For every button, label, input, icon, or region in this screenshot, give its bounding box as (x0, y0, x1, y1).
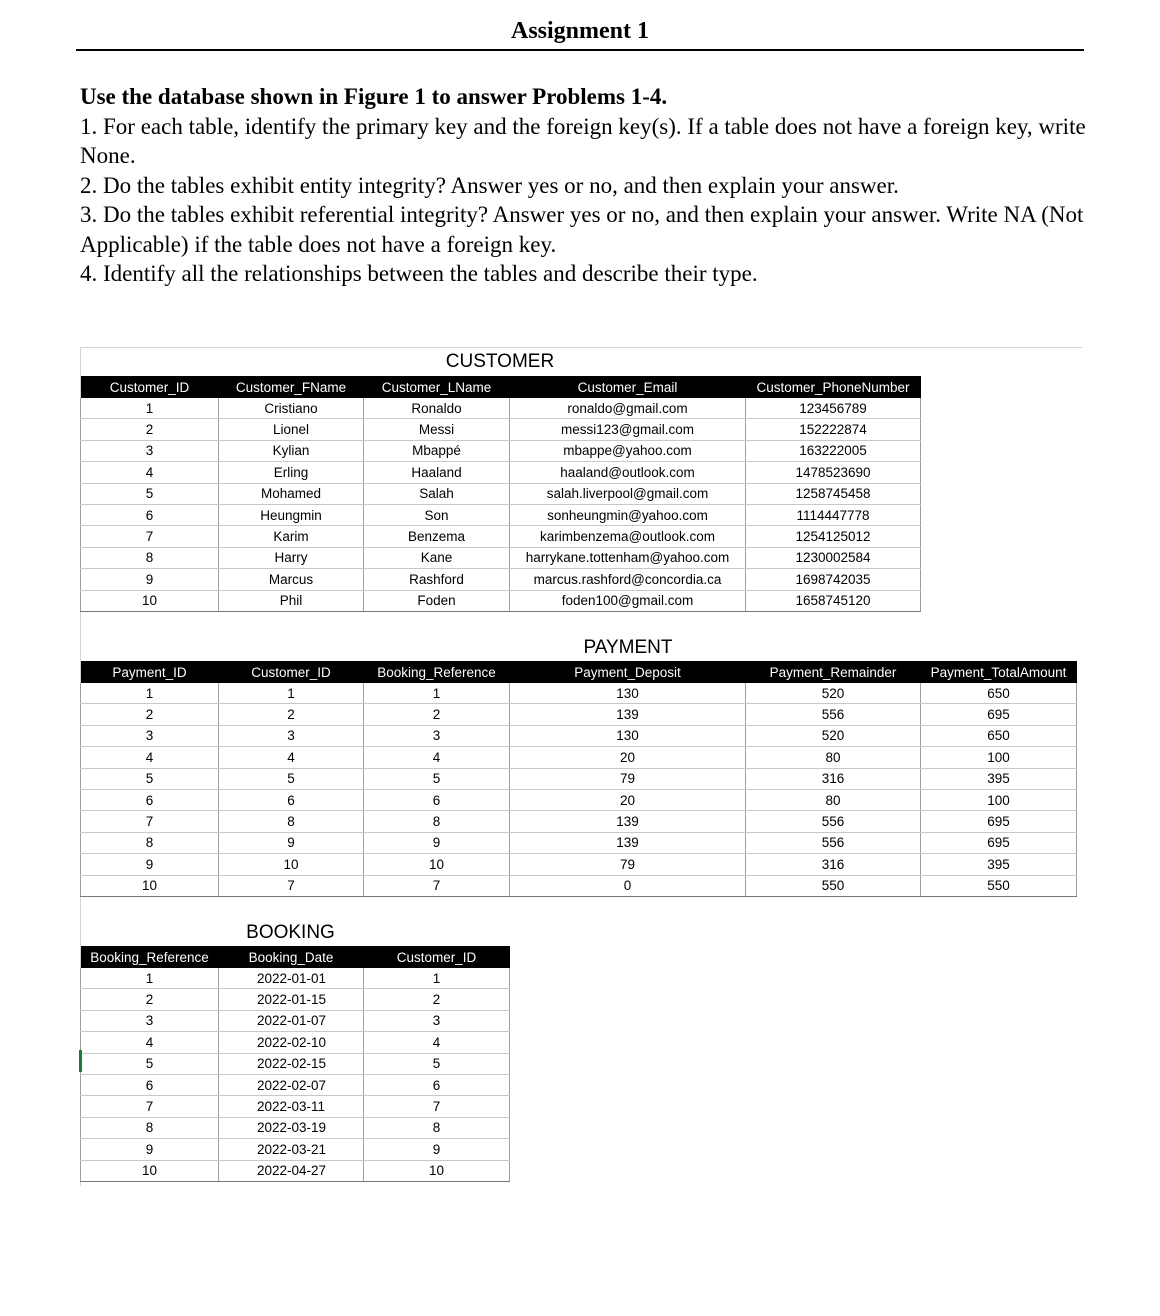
table-cell: 2 (364, 704, 510, 725)
table-cell: 3 (364, 1010, 510, 1031)
table-cell: 139 (510, 704, 746, 725)
table-cell: 8 (364, 1117, 510, 1138)
table-cell: 395 (921, 854, 1077, 875)
table-cell: Erling (219, 462, 364, 483)
table-row (81, 547, 921, 568)
table-row (81, 968, 510, 989)
problem-2: 2. Do the tables exhibit entity integrity? Answer yes or no, and then explain your answer. (80, 172, 899, 198)
table-cell: 7 (219, 875, 364, 896)
column-header: Booking_Reference (81, 946, 219, 968)
column-header: Customer_PhoneNumber (746, 376, 921, 398)
table-cell: 4 (219, 747, 364, 768)
table-cell: 556 (746, 811, 921, 832)
table-cell: 5 (219, 768, 364, 789)
table-cell: 2022-01-15 (219, 989, 364, 1010)
table-cell: 3 (81, 725, 219, 746)
table-cell: 2022-01-01 (219, 968, 364, 989)
table-cell: salah.liverpool@gmail.com (510, 483, 746, 504)
table-cell: 3 (219, 725, 364, 746)
table-cell: Son (364, 504, 510, 525)
table-cell: karimbenzema@outlook.com (510, 526, 746, 547)
intro-heading: Use the database shown in Figure 1 to answer Problems 1-4. (80, 84, 668, 109)
table-cell: 4 (81, 1032, 219, 1053)
table-row (81, 875, 1077, 896)
table-cell: 139 (510, 811, 746, 832)
table-cell: 550 (746, 875, 921, 896)
table-row (81, 590, 921, 611)
table-cell: 8 (81, 547, 219, 568)
table-cell: 100 (921, 789, 1077, 810)
table-row (81, 832, 1077, 853)
table-cell: 2022-01-07 (219, 1010, 364, 1031)
table-row (81, 725, 1077, 746)
table-cell: 2022-03-11 (219, 1096, 364, 1117)
table-cell: Salah (364, 483, 510, 504)
title-rule (76, 49, 1084, 51)
table-cell: Lionel (219, 419, 364, 440)
table-cell: 8 (219, 811, 364, 832)
table-row (81, 504, 921, 525)
table-cell: 1 (364, 683, 510, 704)
table-cell: Mohamed (219, 483, 364, 504)
table-cell: 139 (510, 832, 746, 853)
table-cell: 1258745458 (746, 483, 921, 504)
table-cell: Harry (219, 547, 364, 568)
table-cell: 7 (81, 526, 219, 547)
table-cell: 130 (510, 725, 746, 746)
table-cell: harrykane.tottenham@yahoo.com (510, 547, 746, 568)
table-cell: Heungmin (219, 504, 364, 525)
table-cell: 2 (364, 989, 510, 1010)
table-row (81, 1053, 510, 1074)
table-cell: mbappe@yahoo.com (510, 440, 746, 461)
table-cell: 4 (364, 1032, 510, 1053)
table-cell: 1254125012 (746, 526, 921, 547)
table-row (81, 440, 921, 461)
table-row (81, 1160, 510, 1181)
table-cell: 6 (364, 789, 510, 810)
table-cell: 316 (746, 768, 921, 789)
table-row (81, 789, 1077, 810)
column-header: Customer_ID (364, 946, 510, 968)
table-cell: 1230002584 (746, 547, 921, 568)
table-row (81, 398, 921, 419)
column-header: Customer_Email (510, 376, 746, 398)
table-header-row (81, 376, 921, 398)
table-cell: 1 (219, 683, 364, 704)
table-cell: Kylian (219, 440, 364, 461)
table-row (81, 569, 921, 590)
intro-section (80, 82, 1090, 289)
table-cell: Mbappé (364, 440, 510, 461)
table-cell: 7 (364, 875, 510, 896)
table-cell: 4 (81, 747, 219, 768)
table-cell: Cristiano (219, 398, 364, 419)
table-cell: 1 (81, 398, 219, 419)
table-row (81, 462, 921, 483)
table-cell: 5 (81, 1053, 219, 1074)
table-cell: Phil (219, 590, 364, 611)
table-cell: 7 (81, 811, 219, 832)
table-cell: 100 (921, 747, 1077, 768)
table-cell: 10 (364, 854, 510, 875)
problem-1: 1. For each table, identify the primary key and the foreign key(s). If a table does not have a foreign key, write None. (80, 113, 1086, 168)
table-cell: Kane (364, 547, 510, 568)
table-cell: 80 (746, 747, 921, 768)
table-cell: 5 (81, 768, 219, 789)
booking-table-title: BOOKING (246, 922, 335, 943)
table-cell: 395 (921, 768, 1077, 789)
table-cell: 3 (81, 1010, 219, 1031)
table-cell: 10 (81, 590, 219, 611)
table-row (81, 1010, 510, 1031)
table-cell: 7 (81, 1096, 219, 1117)
table-cell: 520 (746, 725, 921, 746)
table-cell: 0 (510, 875, 746, 896)
column-header: Payment_ID (81, 661, 219, 683)
table-cell: 163222005 (746, 440, 921, 461)
table-cell: 4 (81, 462, 219, 483)
column-header: Payment_TotalAmount (921, 661, 1077, 683)
table-cell: 80 (746, 789, 921, 810)
table-cell: 2022-02-15 (219, 1053, 364, 1074)
table-row (81, 811, 1077, 832)
table-row (81, 1139, 510, 1160)
table-cell: 5 (364, 768, 510, 789)
problem-3: 3. Do the tables exhibit referential integrity? Answer yes or no, and then explain your answer. Write NA (Not Applicable) if the table does not have a foreign key. (80, 202, 1084, 257)
table-cell: 1 (364, 968, 510, 989)
table-row (81, 747, 1077, 768)
table-row (81, 419, 921, 440)
table-cell: 1114447778 (746, 504, 921, 525)
payment-table (80, 661, 1077, 897)
table-cell: 6 (364, 1074, 510, 1095)
table-row (81, 1032, 510, 1053)
table-cell: 2 (219, 704, 364, 725)
table-cell: Karim (219, 526, 364, 547)
table-row (81, 683, 1077, 704)
document-title: Assignment 1 (510, 18, 649, 44)
table-cell: 3 (81, 440, 219, 461)
table-cell: 79 (510, 768, 746, 789)
table-cell: 8 (364, 811, 510, 832)
table-cell: 1698742035 (746, 569, 921, 590)
table-cell: 6 (81, 1074, 219, 1095)
table-cell: 79 (510, 854, 746, 875)
table-cell: 5 (81, 483, 219, 504)
table-cell: 130 (510, 683, 746, 704)
table-row (81, 1074, 510, 1095)
table-cell: 1478523690 (746, 462, 921, 483)
table-cell: 316 (746, 854, 921, 875)
table-cell: 695 (921, 811, 1077, 832)
table-cell: 2022-02-10 (219, 1032, 364, 1053)
table-cell: 4 (364, 747, 510, 768)
table-header-row (81, 661, 1077, 683)
table-cell: 2 (81, 419, 219, 440)
table-cell: 550 (921, 875, 1077, 896)
table-cell: 650 (921, 683, 1077, 704)
table-cell: 6 (81, 789, 219, 810)
table-cell: 1658745120 (746, 590, 921, 611)
table-cell: sonheungmin@yahoo.com (510, 504, 746, 525)
table-cell: 10 (81, 875, 219, 896)
table-cell: 7 (364, 1096, 510, 1117)
table-cell: ronaldo@gmail.com (510, 398, 746, 419)
table-cell: 9 (81, 1139, 219, 1160)
customer-table (80, 376, 921, 612)
table-cell: Rashford (364, 569, 510, 590)
table-cell: 3 (364, 725, 510, 746)
table-cell: 2022-03-21 (219, 1139, 364, 1160)
column-header: Customer_ID (81, 376, 219, 398)
table-cell: 20 (510, 747, 746, 768)
table-row (81, 704, 1077, 725)
table-cell: 695 (921, 704, 1077, 725)
table-cell: 9 (364, 1139, 510, 1160)
table-row (81, 768, 1077, 789)
table-row (81, 989, 510, 1010)
table-cell: 2022-03-19 (219, 1117, 364, 1138)
column-header: Booking_Date (219, 946, 364, 968)
table-cell: Haaland (364, 462, 510, 483)
table-cell: 9 (219, 832, 364, 853)
column-header: Payment_Remainder (746, 661, 921, 683)
table-cell: 8 (81, 832, 219, 853)
table-cell: 695 (921, 832, 1077, 853)
payment-table-title: PAYMENT (583, 637, 673, 658)
column-header: Customer_ID (219, 661, 364, 683)
table-cell: 5 (364, 1053, 510, 1074)
table-cell: Benzema (364, 526, 510, 547)
table-row (81, 1117, 510, 1138)
table-cell: 2 (81, 989, 219, 1010)
table-row (81, 854, 1077, 875)
table-cell: 556 (746, 704, 921, 725)
table-cell: 2022-02-07 (219, 1074, 364, 1095)
booking-table (80, 946, 510, 1182)
column-header: Customer_LName (364, 376, 510, 398)
table-cell: foden100@gmail.com (510, 590, 746, 611)
table-cell: Marcus (219, 569, 364, 590)
table-cell: 2 (81, 704, 219, 725)
table-cell: 152222874 (746, 419, 921, 440)
table-cell: 9 (81, 854, 219, 875)
problem-4: 4. Identify all the relationships between the tables and describe their type. (80, 261, 758, 286)
table-cell: Foden (364, 590, 510, 611)
column-header: Booking_Reference (364, 661, 510, 683)
table-cell: marcus.rashford@concordia.ca (510, 569, 746, 590)
table-cell: 10 (364, 1160, 510, 1181)
table-row (81, 1096, 510, 1117)
table-cell: Ronaldo (364, 398, 510, 419)
cell-selection-marker (79, 1050, 82, 1072)
table-cell: 9 (81, 569, 219, 590)
table-cell: 20 (510, 789, 746, 810)
table-cell: 10 (81, 1160, 219, 1181)
table-row (81, 526, 921, 547)
table-cell: messi123@gmail.com (510, 419, 746, 440)
table-cell: 1 (81, 968, 219, 989)
table-cell: 9 (364, 832, 510, 853)
column-header: Customer_FName (219, 376, 364, 398)
column-header: Payment_Deposit (510, 661, 746, 683)
table-cell: 10 (219, 854, 364, 875)
table-cell: 123456789 (746, 398, 921, 419)
table-cell: 556 (746, 832, 921, 853)
table-cell: 1 (81, 683, 219, 704)
table-cell: 8 (81, 1117, 219, 1138)
table-cell: 650 (921, 725, 1077, 746)
table-cell: 520 (746, 683, 921, 704)
table-row (81, 483, 921, 504)
table-header-row (81, 946, 510, 968)
customer-table-title: CUSTOMER (445, 351, 555, 372)
table-cell: haaland@outlook.com (510, 462, 746, 483)
table-cell: 2022-04-27 (219, 1160, 364, 1181)
table-cell: Messi (364, 419, 510, 440)
table-cell: 6 (219, 789, 364, 810)
table-cell: 6 (81, 504, 219, 525)
